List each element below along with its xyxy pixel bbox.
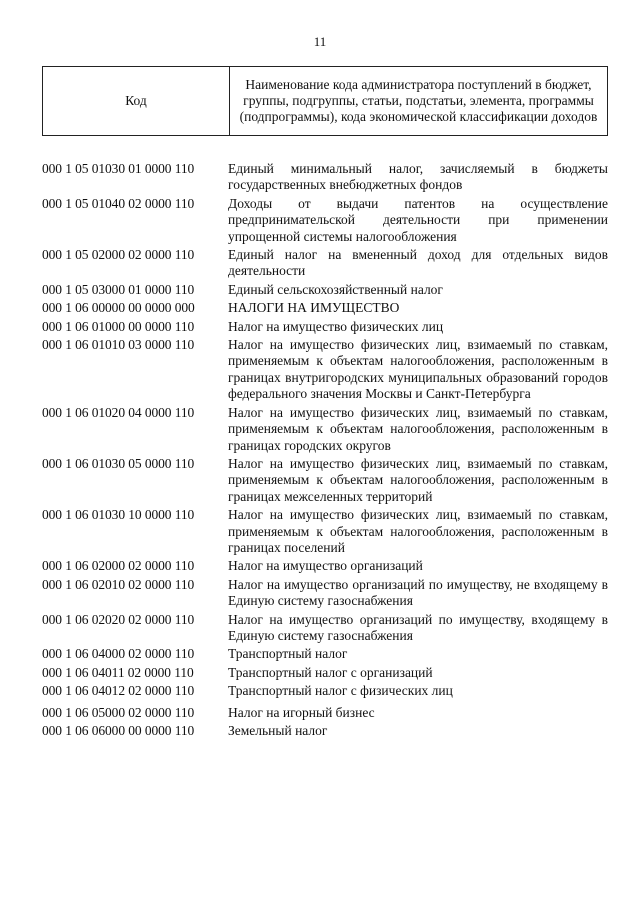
item-code: 000 1 06 01030 05 0000 110 xyxy=(42,455,195,471)
item-name: Единый налог на вмененный доход для отдельных видов деятельности xyxy=(228,247,608,279)
list-item xyxy=(42,507,608,556)
list-item xyxy=(42,337,608,403)
item-name: Транспортный налог с организаций xyxy=(228,664,433,680)
item-code: 000 1 06 04000 02 0000 110 xyxy=(42,646,195,662)
list-item xyxy=(42,196,608,245)
list-item xyxy=(42,319,608,335)
item-name: Налог на имущество физических лиц xyxy=(228,318,444,334)
item-code: 000 1 06 01030 10 0000 110 xyxy=(42,507,195,523)
item-name: Земельный налог xyxy=(228,723,328,738)
item-name: Единый сельскохозяйственный налог xyxy=(228,281,443,297)
item-code: 000 1 06 00000 00 0000 000 xyxy=(42,300,195,316)
item-code: 000 1 06 04011 02 0000 110 xyxy=(42,664,194,680)
item-code: 000 1 06 05000 02 0000 110 xyxy=(42,704,195,720)
header-code-label: Код xyxy=(43,67,230,136)
item-name: Транспортный налог с физических лиц xyxy=(228,683,453,699)
item-code: 000 1 05 01040 02 0000 110 xyxy=(42,195,195,211)
item-code: 000 1 06 04012 02 0000 110 xyxy=(42,683,195,699)
header-name-label: Наименование кода администратора поступлений в бюджет, группы, подгруппы, статьи, подстатьи, элемента, программы (подпрограммы), кода экономической классификации доходов xyxy=(230,67,608,136)
item-name: Налог на имущество физических лиц, взимаемый по ставкам, применяемым к объектам налогообложения, расположенным в границах поселений xyxy=(228,507,608,555)
page-number: 11 xyxy=(313,34,327,49)
item-name: Налог на имущество организаций xyxy=(228,558,423,574)
item-name: Налог на имущество физических лиц, взимаемый по ставкам, применяемым к объектам налогообложения, расположенным в границах межселенных территорий xyxy=(228,455,608,504)
item-code: 000 1 05 03000 01 0000 110 xyxy=(42,281,195,297)
item-code: 000 1 05 01030 01 0000 110 xyxy=(42,161,195,176)
item-code: 000 1 06 01010 03 0000 110 xyxy=(42,337,195,353)
list-item xyxy=(42,665,608,681)
list-item xyxy=(42,646,608,662)
list-item xyxy=(42,300,608,316)
item-name: Налог на имущество организаций по имуществу, входящему в Единую систему газоснабжения xyxy=(228,611,608,643)
item-name: Транспортный налог xyxy=(228,646,348,662)
item-code: 000 1 06 02010 02 0000 110 xyxy=(42,576,195,592)
item-code: 000 1 06 02020 02 0000 110 xyxy=(42,611,195,627)
item-name: Доходы от выдачи патентов на осуществление предпринимательской деятельности при применении упрощенной системы налогообложения xyxy=(228,195,608,244)
item-code: 000 1 06 06000 00 0000 110 xyxy=(42,723,195,738)
list-item xyxy=(42,456,608,505)
item-name: Налог на имущество физических лиц, взимаемый по ставкам, применяемым к объектам налогообложения, расположенным в границах городских округов xyxy=(228,404,608,453)
item-code: 000 1 06 02000 02 0000 110 xyxy=(42,558,195,574)
item-code: 000 1 05 02000 02 0000 110 xyxy=(42,247,195,263)
item-name: НАЛОГИ НА ИМУЩЕСТВО xyxy=(228,300,400,316)
list-item xyxy=(42,247,608,280)
item-name: Налог на имущество организаций по имуществу, не входящему в Единую систему газоснабжения xyxy=(228,576,608,609)
list-item xyxy=(42,705,608,721)
list-item xyxy=(42,282,608,298)
list-item xyxy=(42,723,608,739)
header-table xyxy=(42,66,608,136)
item-code: 000 1 06 01020 04 0000 110 xyxy=(42,404,195,420)
list-item xyxy=(42,161,608,194)
list-item xyxy=(42,683,608,699)
classification-list xyxy=(42,161,608,741)
list-item xyxy=(42,612,608,645)
list-item xyxy=(42,577,608,610)
item-name: Налог на имущество физических лиц, взимаемый по ставкам, применяемым к объектам налогообложения, расположенным в границах внутригородских муниципальных образований городов федерального значения Москвы и Санкт-Петербурга xyxy=(228,337,608,402)
item-name: Единый минимальный налог, зачисляемый в бюджеты государственных внебюджетных фондов xyxy=(228,161,608,193)
list-item xyxy=(42,405,608,454)
item-name: Налог на игорный бизнес xyxy=(228,704,375,720)
item-code: 000 1 06 01000 00 0000 110 xyxy=(42,318,195,334)
list-item xyxy=(42,558,608,574)
